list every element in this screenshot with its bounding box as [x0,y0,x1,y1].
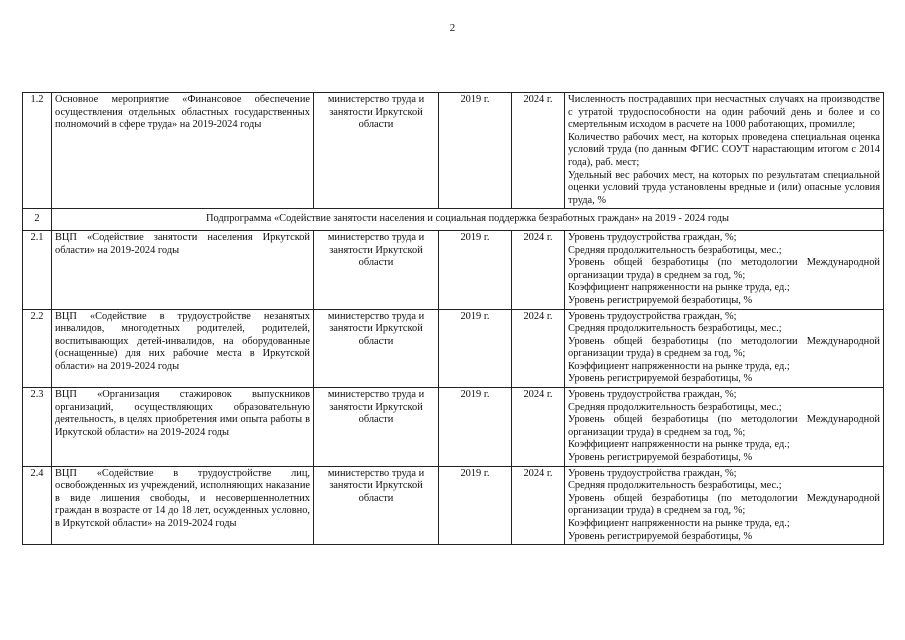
indicators-cell [565,309,884,388]
start-year: 2019 г. [439,230,512,309]
start-year: 2019 г. [439,388,512,467]
subprogram-row [23,209,884,231]
executor: министерство труда и занятости Иркутской области [314,466,439,545]
indicators-cell [565,230,884,309]
indicator: Уровень трудоустройства граждан, %; [568,467,737,479]
indicator: Уровень трудоустройства граждан, %; [568,231,737,243]
indicator: Уровень общей безработицы (по методологии Международной организации труда) в среднем за год, %; [568,492,880,517]
table-row [23,388,884,467]
program-table [22,92,884,545]
indicator: Уровень трудоустройства граждан, %; [568,310,737,322]
executor: министерство труда и занятости Иркутской области [314,230,439,309]
indicator: Уровень регистрируемой безработицы, % [568,452,753,464]
table-row [23,230,884,309]
row-number: 2.4 [23,466,52,545]
indicator: Уровень трудоустройства граждан, %; [568,389,737,401]
indicator: Удельный вес рабочих мест, на которых по результатам специальной оценки условий труда установлены вредные и (или) опасные условия труда, % [568,169,880,206]
activity-name: ВЦП «Содействие в трудоустройстве незанятых инвалидов, многодетных родителей, родителей, воспитывающих детей-инвалидов, на оборудованные (оснащенные) для них рабочие места в Иркутской области» на 2019-2024 годы [52,309,314,388]
indicator: Уровень регистрируемой безработицы, % [568,294,753,306]
indicator: Коэффициент напряженности на рынке труда, ед.; [568,518,790,529]
indicators-cell [565,93,884,209]
row-number: 2.3 [23,388,52,467]
indicators-cell [565,388,884,467]
activity-name: ВЦП «Организация стажировок выпускников организаций, осуществляющих образовательную деятельность, в целях приобретения ими опыта работы в Иркутской области» на 2019-2024 годы [52,388,314,467]
indicator: Количество рабочих мест, на которых проведена специальная оценка условий труда (по данным ФГИС СОУТ нарастающим итогом с 2014 года), раб. мест; [568,131,880,168]
indicator: Средняя продолжительность безработицы, мес.; [568,480,782,492]
row-number: 2.1 [23,230,52,309]
end-year: 2024 г. [512,309,565,388]
row-number: 1.2 [23,93,52,209]
indicator: Коэффициент напряженности на рынке труда, ед.; [568,360,790,372]
row-number: 2.2 [23,309,52,388]
end-year: 2024 г. [512,93,565,209]
start-year: 2019 г. [439,309,512,388]
indicator: Уровень регистрируемой безработицы, % [568,373,753,385]
executor: министерство труда и занятости Иркутской области [314,309,439,388]
subprogram-title: Подпрограмма «Содействие занятости населения и социальная поддержка безработных граждан» на 2019 - 2024 годы [52,209,884,231]
executor: министерство труда и занятости Иркутской области [314,388,439,467]
executor: министерство труда и занятости Иркутской области [314,93,439,209]
start-year: 2019 г. [439,466,512,545]
indicator: Уровень общей безработицы (по методологии Международной организации труда) в среднем за год, %; [568,257,880,281]
indicator: Уровень общей безработицы (по методологии Международной организации труда) в среднем за год, %; [568,414,880,438]
activity-name: ВЦП «Содействие занятости населения Иркутской области» на 2019-2024 годы [52,230,314,309]
table-row [23,466,884,545]
indicators-cell [565,466,884,545]
indicator: Коэффициент напряженности на рынке труда, ед.; [568,282,790,294]
page-number: 2 [449,22,456,34]
end-year: 2024 г. [512,388,565,467]
end-year: 2024 г. [512,230,565,309]
indicator: Уровень общей безработицы (по методологии Международной организации труда) в среднем за год, %; [568,335,880,360]
table-row [23,93,884,209]
start-year: 2019 г. [439,93,512,209]
indicator: Средняя продолжительность безработицы, мес.; [568,244,782,256]
table-row [23,309,884,388]
indicator: Средняя продолжительность безработицы, мес.; [568,401,782,413]
subprogram-number: 2 [23,209,52,231]
indicator: Уровень регистрируемой безработицы, % [568,530,753,542]
activity-name: ВЦП «Содействие в трудоустройстве лиц, освобожденных из учреждений, исполняющих наказание в виде лишения свободы, и несовершеннолетних граждан в возрасте от 14 до 18 лет, осужденных условно, в Иркутской области» на 2019-2024 годы [52,466,314,545]
indicator: Коэффициент напряженности на рынке труда, ед.; [568,439,790,451]
end-year: 2024 г. [512,466,565,545]
indicator: Средняя продолжительность безработицы, мес.; [568,323,782,335]
activity-name: Основное мероприятие «Финансовое обеспечение осуществления отдельных областных государственных полномочий в сфере труда» на 2019-2024 годы [52,93,314,209]
indicator: Численность пострадавших при несчастных случаях на производстве с утратой трудоспособности на один рабочий день и более и со смертельным исходом в расчете на 1000 работающих, промилле; [568,94,880,131]
